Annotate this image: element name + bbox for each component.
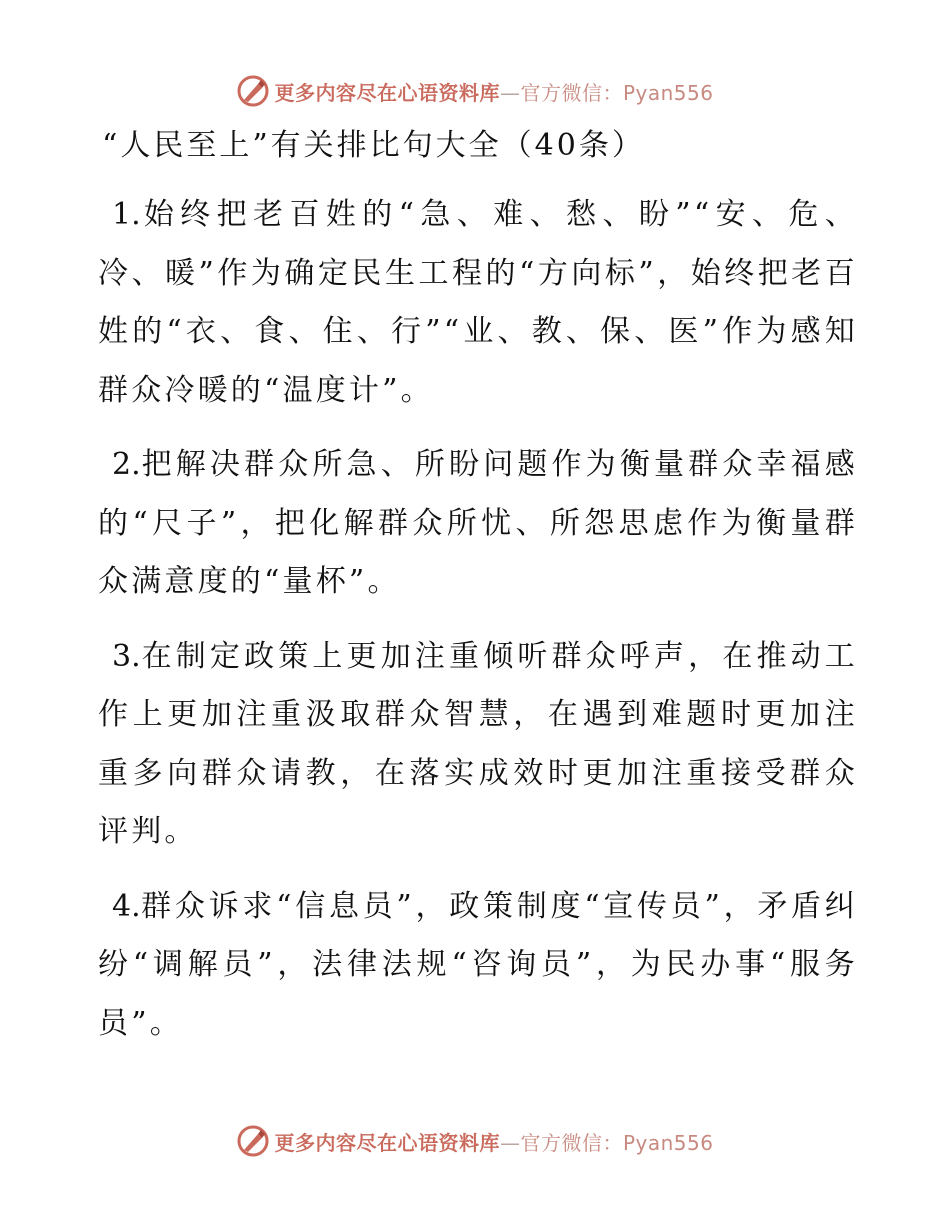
list-item <box>98 186 858 420</box>
item-number: 1. <box>112 197 141 232</box>
list-item <box>98 628 858 862</box>
watermark-text <box>274 1127 713 1156</box>
item-text: 群众诉求“信息员”，政策制度“宣传员”，矛盾纠纷“调解员”，法律法规“咨询员”，为民办事“服务员”。 <box>98 888 858 1041</box>
header-watermark <box>0 71 950 111</box>
document-title: “人民至上”有关排比句大全（40条） <box>102 128 645 163</box>
watermark-dash: — <box>499 1130 521 1155</box>
item-text: 在制定政策上更加注重倾听群众呼声，在推动工作上更加注重汲取群众智慧，在遇到难题时更加注重多向群众请教，在落实成效时更加注重接受群众评判。 <box>98 638 858 849</box>
item-text: 始终把老百姓的“急、难、愁、盼”“安、危、冷、暖”作为确定民生工程的“方向标”，始终把老百姓的“衣、食、住、行”“业、教、保、医”作为感知群众冷暖的“温度计”。 <box>98 197 858 408</box>
watermark-brand: 更多内容尽在心语资料库 <box>274 1130 500 1155</box>
watermark-wechat: 官方微信：Pyan556 <box>520 80 714 105</box>
pen-logo-icon <box>236 74 270 108</box>
watermark-wechat: 官方微信：Pyan556 <box>520 1130 714 1155</box>
item-text: 把解决群众所急、所盼问题作为衡量群众幸福感的“尺子”，把化解群众所忧、所怨思虑作为衡量群众满意度的“量杯”。 <box>98 447 858 599</box>
watermark-brand: 更多内容尽在心语资料库 <box>274 80 500 105</box>
document-body <box>98 120 858 1069</box>
item-number: 3. <box>112 638 141 674</box>
list-item <box>98 436 858 612</box>
item-number: 2. <box>112 447 141 482</box>
watermark-dash: — <box>499 80 521 105</box>
watermark-text <box>274 77 713 106</box>
pen-logo-icon <box>236 1124 270 1158</box>
list-item <box>98 878 858 1054</box>
item-number: 4. <box>112 888 141 924</box>
footer-watermark <box>0 1121 950 1161</box>
